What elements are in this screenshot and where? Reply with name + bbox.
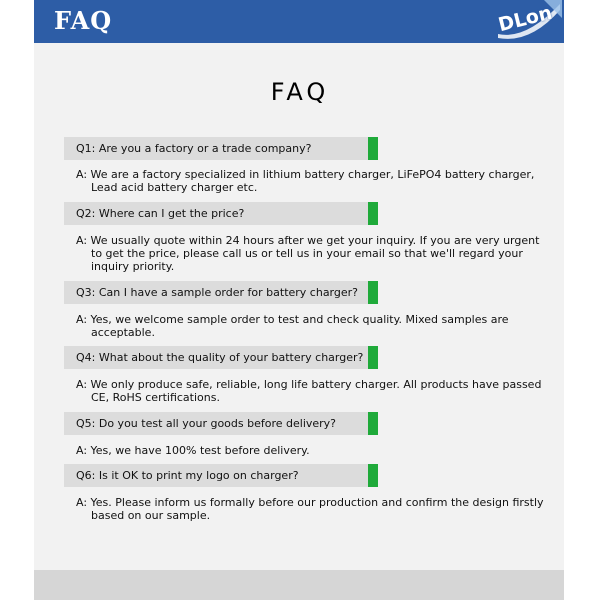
faq-question-1: Q1: Are you a factory or a trade company? (64, 137, 378, 160)
faq-question-6: Q6: Is it OK to print my logo on charger? (64, 464, 378, 487)
faq-answer-line: A: Yes. Please inform us formally before our production and confirm the design firstly (76, 496, 544, 509)
faq-answer-line: inquiry priority. (91, 260, 175, 273)
faq-answer-line: A: We usually quote within 24 hours after we get your inquiry. If you are very urgent (76, 234, 540, 247)
faq-answer-line: A: We only produce safe, reliable, long life battery charger. All products have passed (76, 378, 542, 391)
faq-answer-1 (76, 168, 546, 194)
faq-answer-3 (76, 313, 546, 339)
faq-answer-line: to get the price, please call us or tell us in your email so that we'll regard your (91, 247, 523, 260)
faq-question-5: Q5: Do you test all your goods before delivery? (64, 412, 378, 435)
footer-bar (34, 570, 564, 600)
faq-answer-line: A: Yes, we welcome sample order to test and check quality. Mixed samples are (76, 313, 509, 326)
header-title: FAQ (54, 6, 113, 35)
brand-logo (496, 0, 562, 43)
faq-answer-line: based on our sample. (91, 509, 211, 522)
faq-answer-line: CE, RoHS certifications. (91, 391, 220, 404)
page-title: FAQ (270, 78, 330, 106)
faq-answer-line: A: We are a factory specialized in lithium battery charger, LiFePO4 battery charger, (76, 168, 535, 181)
logo-text: DLon (496, 1, 555, 37)
faq-answer-6 (76, 496, 546, 522)
faq-question-3: Q3: Can I have a sample order for battery charger? (64, 281, 378, 304)
faq-answer-2 (76, 234, 546, 273)
faq-answer-line: A: Yes, we have 100% test before delivery. (76, 444, 310, 457)
faq-question-4: Q4: What about the quality of your battery charger? (64, 346, 378, 369)
faq-answer-5 (76, 444, 546, 457)
header-banner (34, 0, 564, 43)
faq-answer-4 (76, 378, 546, 404)
faq-question-2: Q2: Where can I get the price? (64, 202, 378, 225)
faq-answer-line: acceptable. (91, 326, 155, 339)
faq-answer-line: Lead acid battery charger etc. (91, 181, 258, 194)
